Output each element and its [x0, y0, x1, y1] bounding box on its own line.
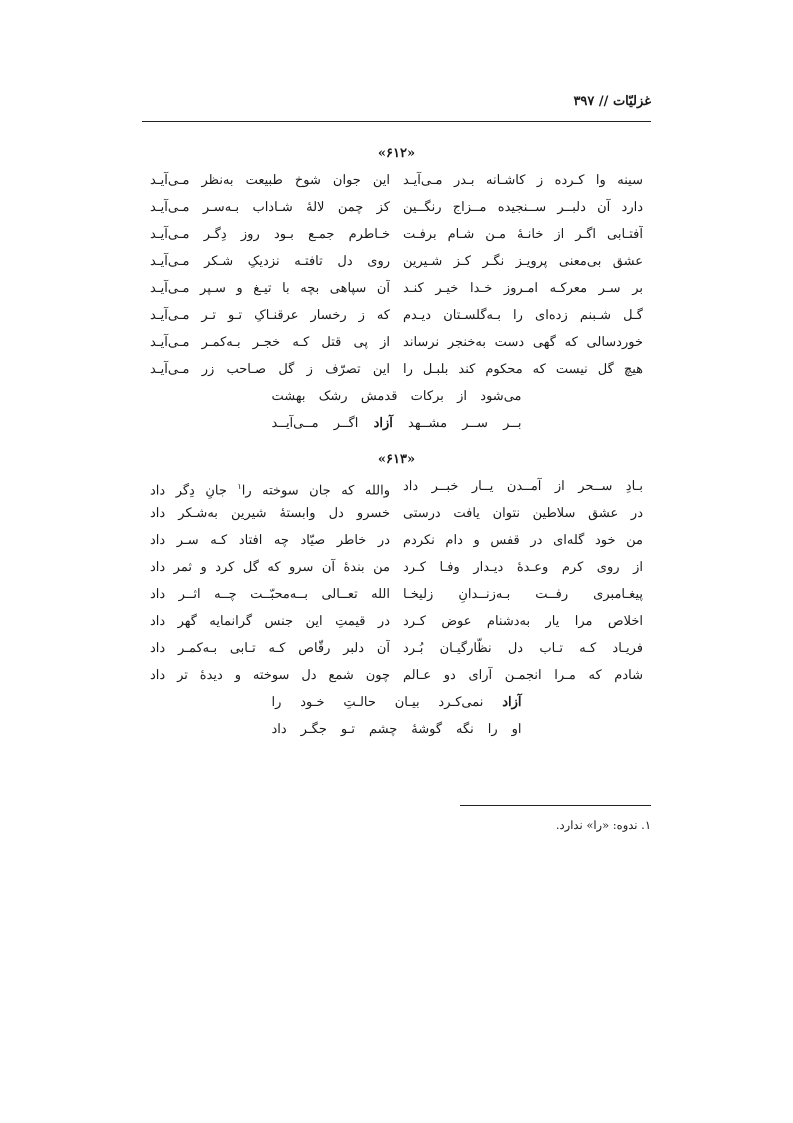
- first-hemistich: آفتـابی اگـر از خانـهٔ مـن شـام برفـت: [403, 227, 643, 242]
- couplet-list: [150, 167, 643, 383]
- second-hemistich: خـاطرم جمـع بـود روز دِگـر مـی‌آیـد: [150, 227, 390, 242]
- couplet: [150, 221, 643, 248]
- second-hemistich: خسرو دل وابستهٔ شیرین به‌شـکر داد: [150, 506, 390, 521]
- poem-612: [150, 141, 643, 437]
- couplet: [150, 527, 643, 554]
- second-hemistich: آن سپاهی بچه با تیـغ و سـپر مـی‌آیـد: [150, 281, 390, 296]
- second-hemistich: من بندهٔ آن سرو که گل کرد و ثمر داد: [150, 560, 390, 575]
- first-hemistich: بـادِ ســحر از آمــدن یــار خبــر داد: [403, 479, 643, 494]
- poet-name: آزاد: [373, 416, 393, 431]
- second-hemistich: [150, 473, 390, 500]
- second-hemistich: روی دل تافتـه نزدیکِ شـکر مـی‌آیـد: [150, 254, 390, 269]
- footnote-marker: ۱: [237, 482, 242, 491]
- first-hemistich: گـل شـبنم زده‌ای را بـه‌گلسـتان دیـدم: [403, 308, 643, 323]
- first-hemistich: فریـاد کـه تـاب دل نظّارگیـان بُـرد: [403, 641, 643, 656]
- couplet: [150, 500, 643, 527]
- hemistich-text: والله که جان سوخته را: [241, 483, 390, 499]
- couplet: [150, 554, 643, 581]
- second-hemistich: این تصرّف ز گل صـاحب زر مـی‌آیـد: [150, 362, 390, 377]
- couplet: [150, 635, 643, 662]
- first-hemistich: بر سـر معرکـه امـروز خـدا خیـر کنـد: [403, 281, 643, 296]
- first-hemistich: از روی کرم وعـدهٔ دیـدار وفـا کـرد: [403, 560, 643, 575]
- first-hemistich: پیغـامبری رفــت بـه‌زنــدانِ زلیخـا: [403, 587, 643, 602]
- closing-couplet: [150, 383, 643, 410]
- first-hemistich: من خود گله‌ای در قفس و دام نکردم: [403, 533, 643, 548]
- second-hemistich: در قیمتِ این جنس گرانمایه گهر داد: [150, 614, 390, 629]
- running-title: غزلیّات // ۳۹۷: [573, 94, 651, 109]
- closing-line-1-text: نمی‌کـرد بیـان حالـتِ خـود را: [271, 695, 484, 710]
- first-hemistich: در عشق سلاطین نتوان یافت درستی: [403, 506, 643, 521]
- closing-line-2: او را نگه گوشهٔ چشم تـو جگـر داد: [271, 722, 522, 737]
- first-hemistich: شادم که مـرا انجمـن آرای دو عـالم: [403, 668, 643, 683]
- couplet: [150, 275, 643, 302]
- closing-line-2-b: اگــر مــی‌آیــد: [271, 416, 359, 431]
- couplet: [150, 608, 643, 635]
- second-hemistich: از پی قتل کـه خجـر بـه‌کمـر مـی‌آیـد: [150, 335, 390, 350]
- couplet: [150, 356, 643, 383]
- closing-line-2-a: بــر ســر مشــهد: [408, 416, 522, 431]
- first-hemistich: اخلاص مرا یار به‌دشنام عوض کـرد: [403, 614, 643, 629]
- couplet: [150, 167, 643, 194]
- poet-name: آزاد: [502, 695, 522, 710]
- couplet: [150, 662, 643, 689]
- hemistich-tail: جانِ دِگر داد: [150, 483, 227, 499]
- second-hemistich: در خاطر صیّاد چه افتاد کـه سـر داد: [150, 533, 390, 548]
- first-hemistich: هیچ گل نیست که محکوم کند بلبـل را: [403, 362, 643, 377]
- poem-613: [150, 447, 643, 743]
- second-hemistich: آن دلبر رقّاص کـه تـابی بـه‌کمـر داد: [150, 641, 390, 656]
- closing-couplet-2: [150, 410, 643, 437]
- closing-line-1: می‌شود از برکات قدمش رشک بهشت: [271, 389, 522, 404]
- couplet: [150, 581, 643, 608]
- poem-number: «۶۱۲»: [377, 146, 416, 161]
- couplet: [150, 329, 643, 356]
- poem-number: «۶۱۳»: [377, 452, 416, 467]
- couplet-list: [150, 473, 643, 689]
- closing-line-1: [272, 689, 522, 716]
- first-hemistich: خوردسالی که گهی دست به‌خنجر نرساند: [403, 335, 643, 350]
- closing-couplet-2: [150, 716, 643, 743]
- page-header: [142, 94, 651, 120]
- second-hemistich: الله تعــالی بــه‌محبّــت چــه اثــر داد: [150, 587, 390, 602]
- second-hemistich: چون شمع دل سوخته و دیدهٔ تر داد: [150, 668, 390, 683]
- header-rule: [142, 121, 651, 122]
- footnote-rule: [460, 805, 651, 806]
- first-hemistich: سینه وا کـرده ز کاشـانه بـدر مـی‌آیـد: [403, 173, 643, 188]
- second-hemistich: کز چمن لالهٔ شـاداب بـه‌سـر مـی‌آیـد: [150, 200, 390, 215]
- closing-line-2: [272, 410, 522, 437]
- couplet: [150, 302, 643, 329]
- couplet: [150, 194, 643, 221]
- first-hemistich: عشق بی‌معنی پرویـز نگـر کـز شـیرین: [403, 254, 643, 269]
- couplet: [150, 473, 643, 500]
- second-hemistich: این جوان شوخ طبیعت به‌نظر مـی‌آیـد: [150, 173, 390, 188]
- first-hemistich: دارد آن دلبــر ســنجیده مــزاج رنگــین: [403, 200, 643, 215]
- second-hemistich: که ز رخسار عرقنـاکِ تـو تـر مـی‌آیـد: [150, 308, 390, 323]
- couplet: [150, 248, 643, 275]
- footnote: ۱. ندوه: «را» ندارد.: [555, 818, 651, 832]
- closing-couplet: [150, 689, 643, 716]
